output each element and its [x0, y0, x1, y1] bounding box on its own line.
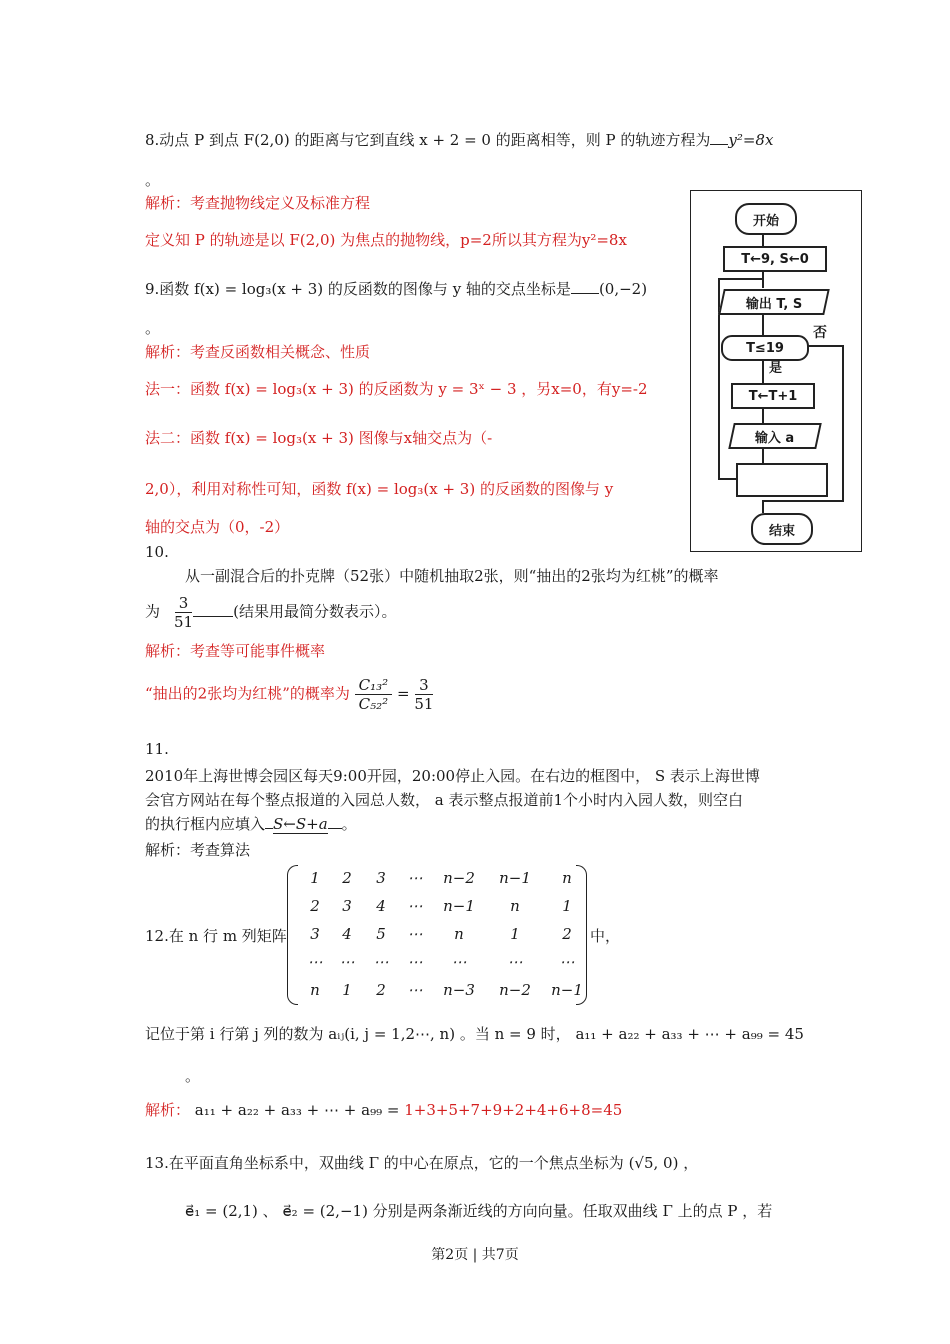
- q12-period: 。: [185, 1067, 201, 1085]
- flowchart: [690, 190, 862, 552]
- q10-analysis-body: [145, 676, 433, 713]
- q10-number: 10.: [145, 543, 169, 561]
- q11-line2: 会官方网站在每个整点报道的入园总人数， a 表示整点报道前1个小时内入园人数，则空白: [145, 791, 744, 809]
- q12-analysis-label: 解析：: [145, 1101, 191, 1119]
- q11-number: 11.: [145, 740, 169, 758]
- q9-text: 9.函数 f(x) = log₃(x + 3) 的反函数的图像与 y 轴的交点坐标是: [145, 280, 571, 298]
- q11-line3-period: 。: [341, 815, 357, 833]
- flowchart-input: [728, 423, 822, 449]
- matrix-cell: ⋯: [451, 953, 467, 971]
- q12-prefix: 12.在 n 行 m 列矩阵: [145, 927, 287, 945]
- q8-question: [145, 130, 773, 150]
- matrix-cell: 4: [342, 925, 352, 943]
- matrix-cell: n−1: [499, 869, 531, 887]
- matrix-cell: 3: [376, 869, 386, 887]
- matrix-cell: 1: [342, 981, 352, 999]
- q11-answer: S←S+a: [273, 815, 328, 833]
- matrix-cell: n: [562, 869, 572, 887]
- flowchart-condition: T≤19: [721, 335, 809, 361]
- q13-line1: 13.在平面直角坐标系中，双曲线 Γ 的中心在原点，它的一个焦点坐标为 (√5, 0) ，: [145, 1154, 699, 1172]
- q12-analysis-expression: a₁₁ + a₂₂ + a₃₃ + ⋯ + a₉₉ =: [194, 1101, 400, 1119]
- matrix-cell: 4: [376, 897, 386, 915]
- matrix-cell: ⋯: [373, 953, 389, 971]
- q11-analysis: 解析：考查算法: [145, 841, 251, 859]
- matrix-cell: n−1: [443, 897, 475, 915]
- matrix-cell: n−1: [551, 981, 583, 999]
- q9-method2-line1: 法二：函数 f(x) = log₃(x + 3) 图像与x轴交点为（-: [145, 429, 493, 447]
- q9-method1: 法一：函数 f(x) = log₃(x + 3) 的反函数为 y = 3ˣ − 3 ，另x=0，有y=-2: [145, 380, 648, 398]
- matrix-cell: ⋯: [407, 869, 423, 887]
- matrix-cell: 2: [376, 981, 386, 999]
- matrix-cell: ⋯: [307, 953, 323, 971]
- q8-answer: y²=8x: [728, 131, 774, 149]
- matrix-cell: ⋯: [559, 953, 575, 971]
- q11-line1: 2010年上海世博会园区每天9:00开园，20:00停止入园。在右边的框图中， S 表示上海世博: [145, 767, 760, 785]
- matrix-cell: 2: [310, 897, 320, 915]
- q11-line3: [145, 814, 357, 834]
- q12-analysis: [145, 1100, 622, 1120]
- q10-combination-fraction: [355, 676, 393, 713]
- q9-method2-line2: 2,0），利用对称性可知，函数 f(x) = log₃(x + 3) 的反函数的图像与 y: [145, 480, 614, 498]
- q12-matrix: [287, 865, 587, 1005]
- q10-combination-denominator: C₅₂²: [358, 695, 389, 713]
- matrix-cell: n−3: [443, 981, 475, 999]
- q8-period: 。: [145, 171, 161, 189]
- matrix-cell: 1: [310, 869, 320, 887]
- q11-line3-prefix: 的执行框内应填入: [145, 815, 266, 833]
- flowchart-end: 结束: [751, 513, 813, 545]
- q9-answer: (0,−2): [598, 280, 648, 298]
- q10-question: 从一副混合后的扑克牌（52张）中随机抽取2张，则“抽出的2张均为红桃”的概率: [185, 567, 719, 585]
- q10-prefix: 为: [145, 602, 161, 621]
- flowchart-input-label: 输入 a: [755, 430, 795, 446]
- flowchart-output: [718, 289, 830, 315]
- q12-suffix: 中，: [590, 927, 621, 945]
- q9-question: [145, 279, 647, 299]
- flowchart-init: T←9, S←0: [723, 246, 827, 272]
- matrix-cell: ⋯: [407, 897, 423, 915]
- q12-question-line: [145, 1024, 804, 1044]
- matrix-cell: ⋯: [407, 925, 423, 943]
- q13-line2: e⃗₁ = (2,1) 、 e⃗₂ = (2,−1) 分别是两条渐近线的方向向量。任取双曲线 Γ 上的点 P ，若: [185, 1202, 773, 1220]
- matrix-cell: ⋯: [407, 981, 423, 999]
- matrix-cell: ⋯: [507, 953, 523, 971]
- matrix-cell: 1: [510, 925, 520, 943]
- matrix-cell: n: [310, 981, 320, 999]
- q9-analysis-title: 解析：考查反函数相关概念、性质: [145, 343, 371, 361]
- matrix-cell: 3: [342, 897, 352, 915]
- flowchart-step: T←T+1: [731, 383, 815, 409]
- q10-analysis-title: 解析：考查等可能事件概率: [145, 642, 326, 660]
- q10-result-fraction: [414, 676, 433, 713]
- matrix-cell: ⋯: [407, 953, 423, 971]
- q8-text: 8.动点 P 到点 F(2,0) 的距离与它到直线 x + 2 = 0 的距离相等，则 P 的轨迹方程为: [145, 131, 711, 149]
- q12-question-text: 记位于第 i 行第 j 列的数为 aᵢⱼ(i, j = 1,2⋯, n) 。当 n = 9 时， a₁₁ + a₂₂ + a₃₃ + ⋯ + a₉₉ =: [145, 1025, 785, 1043]
- page-footer: 第2页 | 共7页: [431, 1247, 519, 1263]
- q10-suffix: (结果用最简分数表示）。: [233, 602, 397, 621]
- q10-equals: =: [396, 684, 410, 703]
- q8-analysis-title: 解析：考查抛物线定义及标准方程: [145, 194, 371, 212]
- matrix-cell: 2: [562, 925, 572, 943]
- matrix-cell: n: [510, 897, 520, 915]
- matrix-cell: n−2: [443, 869, 475, 887]
- flowchart-output-label: 输出 T, S: [745, 296, 803, 312]
- q10-answer-numerator: 3: [175, 594, 193, 613]
- matrix-cell: 3: [310, 925, 320, 943]
- q8-analysis-body: 定义知 P 的轨迹是以 F(2,0) 为焦点的抛物线，p=2所以其方程为y²=8x: [145, 231, 627, 249]
- q10-answer-denominator: 51: [174, 613, 194, 631]
- q10-result-denominator: 51: [414, 695, 434, 713]
- q10-answer-line: [145, 594, 396, 631]
- flowchart-yes-label: 是: [769, 361, 783, 376]
- q10-analysis-prefix: “抽出的2张均为红桃”的概率为: [145, 684, 350, 703]
- q12-analysis-result: 1+3+5+7+9+2+4+6+8=45: [404, 1101, 623, 1119]
- q10-combination-numerator: C₁₃²: [355, 676, 393, 695]
- q9-method2-line3: 轴的交点为（0，-2）: [145, 518, 290, 536]
- matrix-cell: n−2: [499, 981, 531, 999]
- matrix-cell: ⋯: [339, 953, 355, 971]
- matrix-cell: n: [454, 925, 464, 943]
- matrix-cell: 5: [376, 925, 386, 943]
- matrix-cell: 1: [562, 897, 572, 915]
- matrix-cell: 2: [342, 869, 352, 887]
- flowchart-start: 开始: [735, 203, 797, 235]
- q10-result-numerator: 3: [415, 676, 433, 695]
- flowchart-no-label: 否: [813, 325, 827, 341]
- q10-answer-fraction: [174, 594, 193, 631]
- q12-answer: 45: [784, 1025, 804, 1043]
- q9-period: 。: [145, 319, 161, 337]
- flowchart-blank-box: [736, 463, 828, 497]
